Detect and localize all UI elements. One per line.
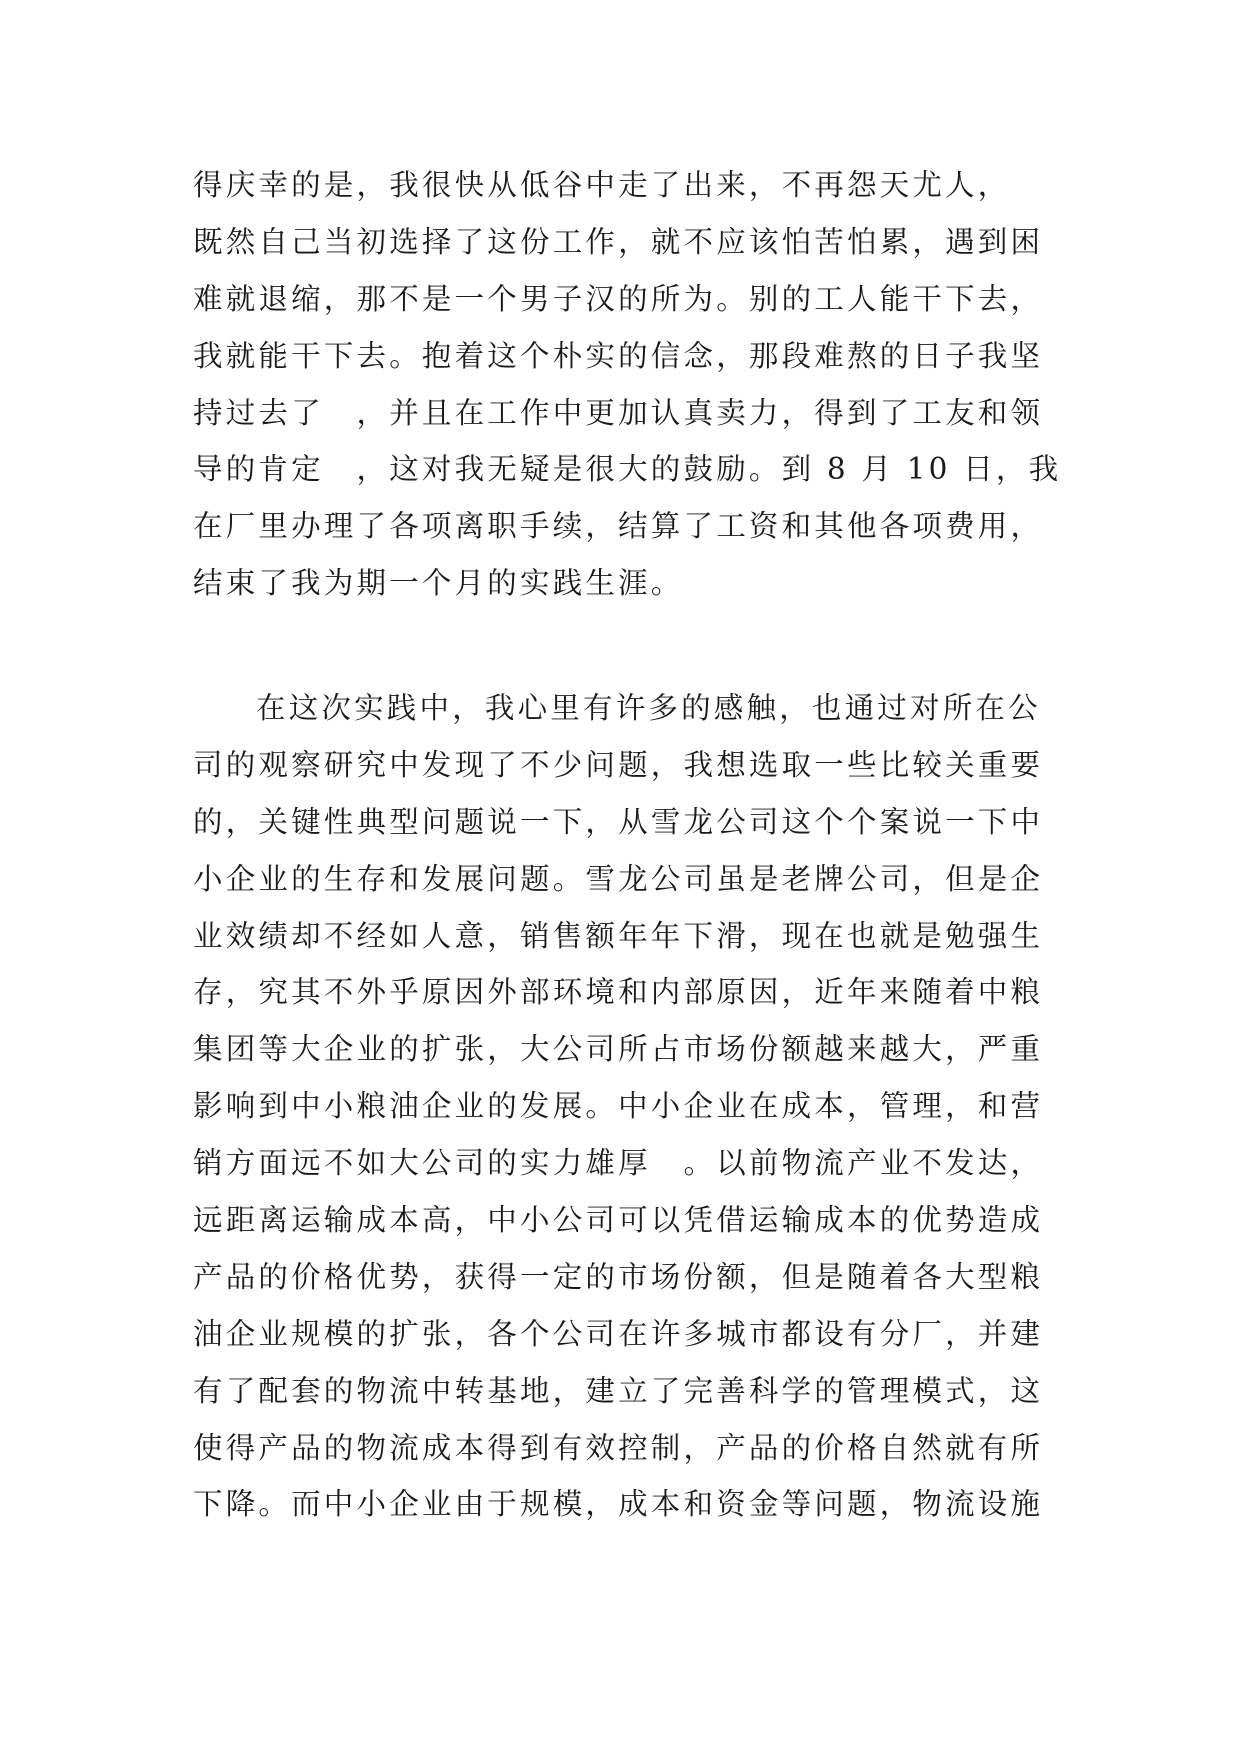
paragraph-line: 下降。而中小企业由于规模，成本和资金等问题，物流设施: [193, 1487, 1044, 1522]
paragraph-line: 销方面远不如大公司的实力雄厚 。以前物流产业不发达，: [193, 1146, 1044, 1181]
paragraph-line: 油企业规模的扩张，各个公司在许多城市都设有分厂，并建: [193, 1316, 1044, 1351]
paragraph-line: 既然自己当初选择了这份工作，就不应该怕苦怕累，遇到困: [193, 224, 1044, 259]
paragraph-line: 远距离运输成本高，中小公司可以凭借运输成本的优势造成: [193, 1203, 1044, 1238]
paragraph-2: [193, 680, 1073, 1533]
paragraph-line: 持过去了 ，并且在工作中更加认真卖力，得到了工友和领: [193, 395, 1044, 430]
paragraph-line: 集团等大企业的扩张，大公司所占市场份额越来越大，严重: [193, 1032, 1044, 1067]
paragraph-line: 产品的价格优势，获得一定的市场份额，但是随着各大型粮: [193, 1259, 1044, 1294]
paragraph-line: 使得产品的物流成本得到有效控制，产品的价格自然就有所: [193, 1430, 1044, 1465]
paragraph-line: 我就能干下去。抱着这个朴实的信念，那段难熬的日子我坚: [193, 338, 1044, 373]
paragraph-1: [193, 157, 1073, 612]
paragraph-line: 在厂里办理了各项离职手续，结算了工资和其他各项费用，: [193, 509, 1044, 544]
paragraph-line: 难就退缩，那不是一个男子汉的所为。别的工人能干下去，: [193, 281, 1044, 316]
paragraph-first-line: 在这次实践中，我心里有许多的感触，也通过对所在公: [256, 691, 1041, 725]
paragraph-line: 得庆幸的是，我很快从低谷中走了出来，不再怨天尤人，: [193, 168, 1011, 202]
paragraph-line: 司的观察研究中发现了不少问题，我想选取一些比较关重要: [193, 747, 1044, 782]
paragraph-line: 的，关键性典型问题说一下，从雪龙公司这个个案说一下中: [193, 804, 1044, 839]
paragraph-line: 小企业的生存和发展问题。雪龙公司虽是老牌公司，但是企: [193, 861, 1044, 896]
paragraph-line: 影响到中小粮油企业的发展。中小企业在成本，管理，和营: [193, 1089, 1044, 1124]
paragraph-line: 存，究其不外乎原因外部环境和内部原因，近年来随着中粮: [193, 975, 1044, 1010]
paragraph-line: 导的肯定 ，这对我无疑是很大的鼓励。到 8 月 10 日，我: [193, 452, 1062, 487]
paragraph-line: 结束了我为期一个月的实践生涯。: [193, 566, 684, 601]
paragraph-line: 业效绩却不经如人意，销售额年年下滑，现在也就是勉强生: [193, 918, 1044, 953]
paragraph-line: 有了配套的物流中转基地，建立了完善科学的管理模式，这: [193, 1373, 1044, 1408]
